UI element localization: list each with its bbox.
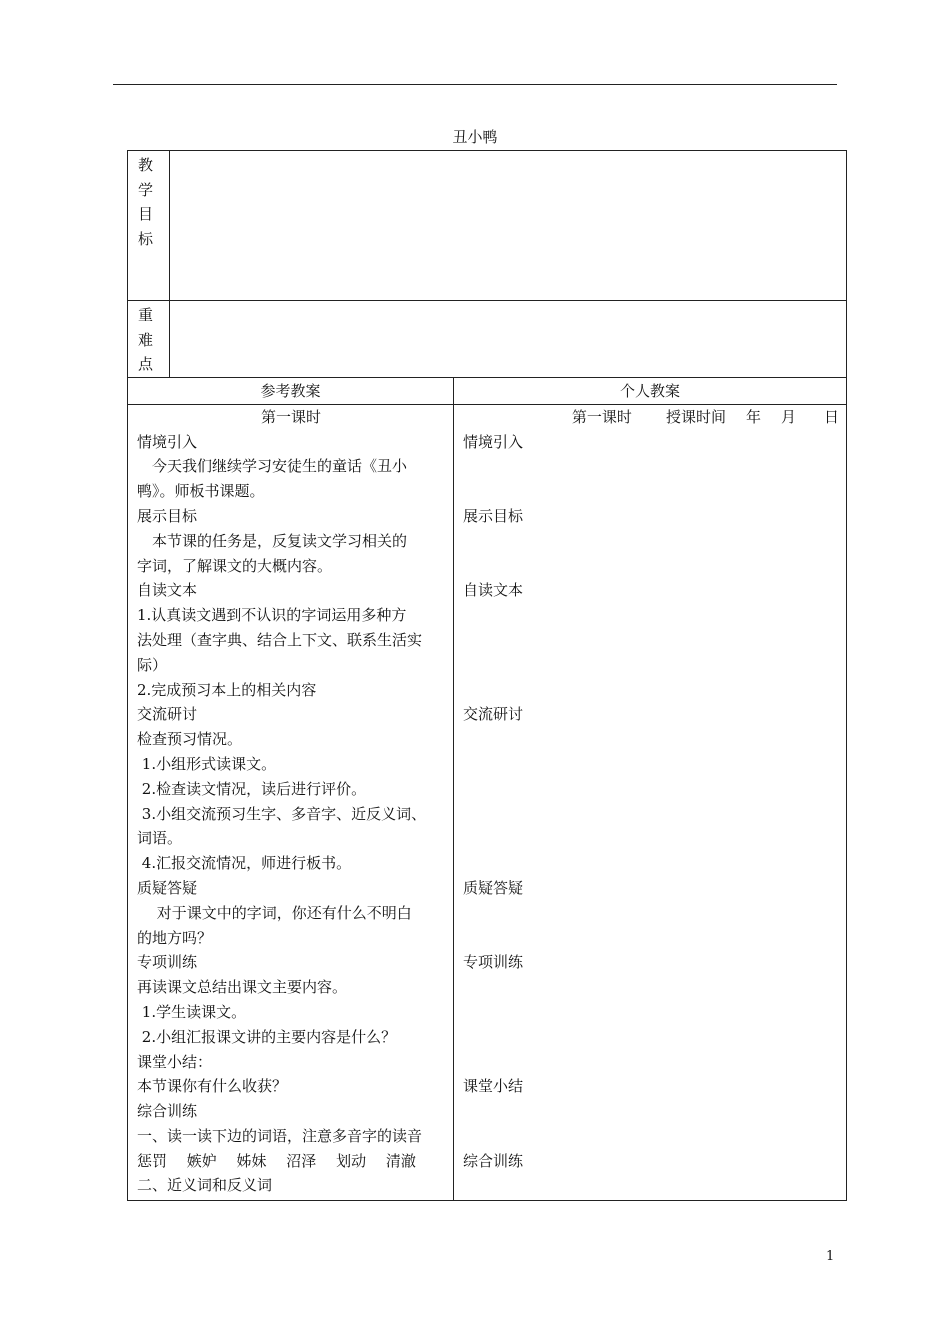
personal-plan-line: 情境引入 — [463, 432, 524, 451]
personal-plan-line — [463, 926, 838, 951]
personal-plan-line — [463, 603, 838, 628]
personal-plan-lines — [463, 430, 838, 1199]
reference-plan-line: 检查预习情况。 — [137, 730, 243, 749]
reference-plan-line: 对于课文中的字词，你还有什么不明白 — [137, 903, 412, 922]
personal-plan-line — [463, 901, 838, 926]
personal-plan-line: 综合训练 — [463, 1151, 524, 1170]
personal-plan-line — [463, 1173, 838, 1198]
personal-plan-line: 自读文本 — [463, 581, 524, 600]
reference-plan-line: 字词，了解课文的大概内容。 — [137, 556, 333, 575]
personal-plan-line — [463, 802, 838, 827]
reference-plan-line: 2.小组汇报课文讲的主要内容是什么？ — [137, 1027, 397, 1046]
reference-plan-line: 惩罚 嫉妒 姊妹 沼泽 划动 清澈 — [137, 1151, 416, 1170]
reference-plan-line: 4.汇报交流情况，师进行板书。 — [137, 854, 352, 873]
reference-plan-line: 二、近义词和反义词 — [137, 1176, 273, 1195]
personal-plan-line: 质疑答疑 — [463, 878, 524, 897]
personal-plan-line — [463, 454, 838, 479]
reference-plan-line: 专项训练 — [137, 953, 198, 972]
goals-label: 教 学 目 标 — [128, 151, 170, 301]
reference-plan-line: 今天我们继续学习安徒生的童话《丑小 — [137, 457, 408, 476]
reference-plan-line: 展示目标 — [137, 506, 198, 525]
column-header-row — [128, 377, 847, 404]
personal-plan-line — [463, 653, 838, 678]
reference-plan-line: 再读课文总结出课文主要内容。 — [137, 978, 348, 997]
reference-plan-line: 鸭》。师板书课题。 — [137, 482, 265, 501]
personal-lesson-label: 第一课时 — [571, 407, 632, 426]
lesson-plan-table — [127, 150, 847, 1201]
reference-plan-line: 3.小组交流预习生字、多音字、近反义词、 — [137, 804, 427, 823]
reference-plan-line: 法处理（查字典、结合上下文、联系生活实 — [137, 630, 423, 649]
personal-plan-line — [463, 851, 838, 876]
difficulty-content — [170, 301, 847, 378]
reference-plan-line: 交流研讨 — [137, 705, 198, 724]
reference-plan-line: 自读文本 — [137, 581, 198, 600]
personal-plan-line: 专项训练 — [463, 953, 524, 972]
personal-plan-line — [463, 727, 838, 752]
personal-plan-line: 交流研讨 — [463, 705, 524, 724]
personal-plan-header: 个人教案 — [454, 377, 847, 404]
page-number: 1 — [826, 1249, 835, 1264]
goals-content — [170, 151, 847, 301]
reference-plan-line: 第一课时 — [260, 407, 321, 426]
month-label: 月 — [780, 407, 796, 426]
lesson-time-label: 授课时间 — [665, 407, 726, 426]
reference-plan-lines — [137, 405, 445, 1199]
personal-plan-line — [463, 752, 838, 777]
personal-plan-line — [463, 479, 838, 504]
plan-body-row — [128, 404, 847, 1200]
year-label: 年 — [745, 407, 761, 426]
personal-plan-line — [463, 1124, 838, 1149]
reference-plan-line: 1.小组形式读课文。 — [137, 754, 277, 773]
reference-plan-line: 质疑答疑 — [137, 878, 198, 897]
reference-plan-line: 课堂小结： — [137, 1052, 213, 1071]
personal-plan-line — [463, 628, 838, 653]
personal-plan-line — [463, 554, 838, 579]
personal-plan-line — [463, 529, 838, 554]
personal-plan-line: 展示目标 — [463, 506, 524, 525]
day-label: 日 — [823, 407, 839, 426]
personal-plan-line — [463, 1025, 838, 1050]
reference-plan-line: 的地方吗？ — [137, 928, 213, 947]
reference-plan-line: 2.检查读文情况，读后进行评价。 — [137, 779, 367, 798]
personal-plan-line — [463, 678, 838, 703]
difficulty-label: 重 难 点 — [128, 301, 170, 378]
personal-plan-content — [454, 404, 847, 1200]
reference-plan-line: 一、读一读下边的词语，注意多音字的读音 — [137, 1126, 423, 1145]
personal-plan-line — [463, 1099, 838, 1124]
personal-plan-line — [463, 777, 838, 802]
reference-plan-line: 1.学生读课文。 — [137, 1002, 247, 1021]
personal-plan-line — [463, 1050, 838, 1075]
goals-row — [128, 151, 847, 301]
reference-plan-line: 综合训练 — [137, 1102, 198, 1121]
personal-plan-line — [463, 826, 838, 851]
reference-plan-line: 本节课你有什么收获？ — [137, 1077, 288, 1096]
difficulty-row — [128, 301, 847, 378]
header-rule — [113, 84, 837, 85]
reference-plan-content — [128, 404, 454, 1200]
reference-plan-line: 本节课的任务是，反复读文学习相关的 — [137, 531, 408, 550]
reference-plan-header: 参考教案 — [128, 377, 454, 404]
reference-plan-line: 情境引入 — [137, 432, 198, 451]
personal-plan-line — [463, 975, 838, 1000]
reference-plan-line: 2.完成预习本上的相关内容 — [137, 680, 317, 699]
personal-plan-line: 课堂小结 — [463, 1077, 524, 1096]
reference-plan-line: 1.认真读文遇到不认识的字词运用多种方 — [137, 606, 407, 625]
personal-lesson-header — [463, 405, 838, 430]
reference-plan-line: 词语。 — [137, 829, 183, 848]
page-title: 丑小鸭 — [452, 128, 498, 146]
reference-plan-line: 际） — [137, 655, 168, 674]
personal-plan-line — [463, 1000, 838, 1025]
